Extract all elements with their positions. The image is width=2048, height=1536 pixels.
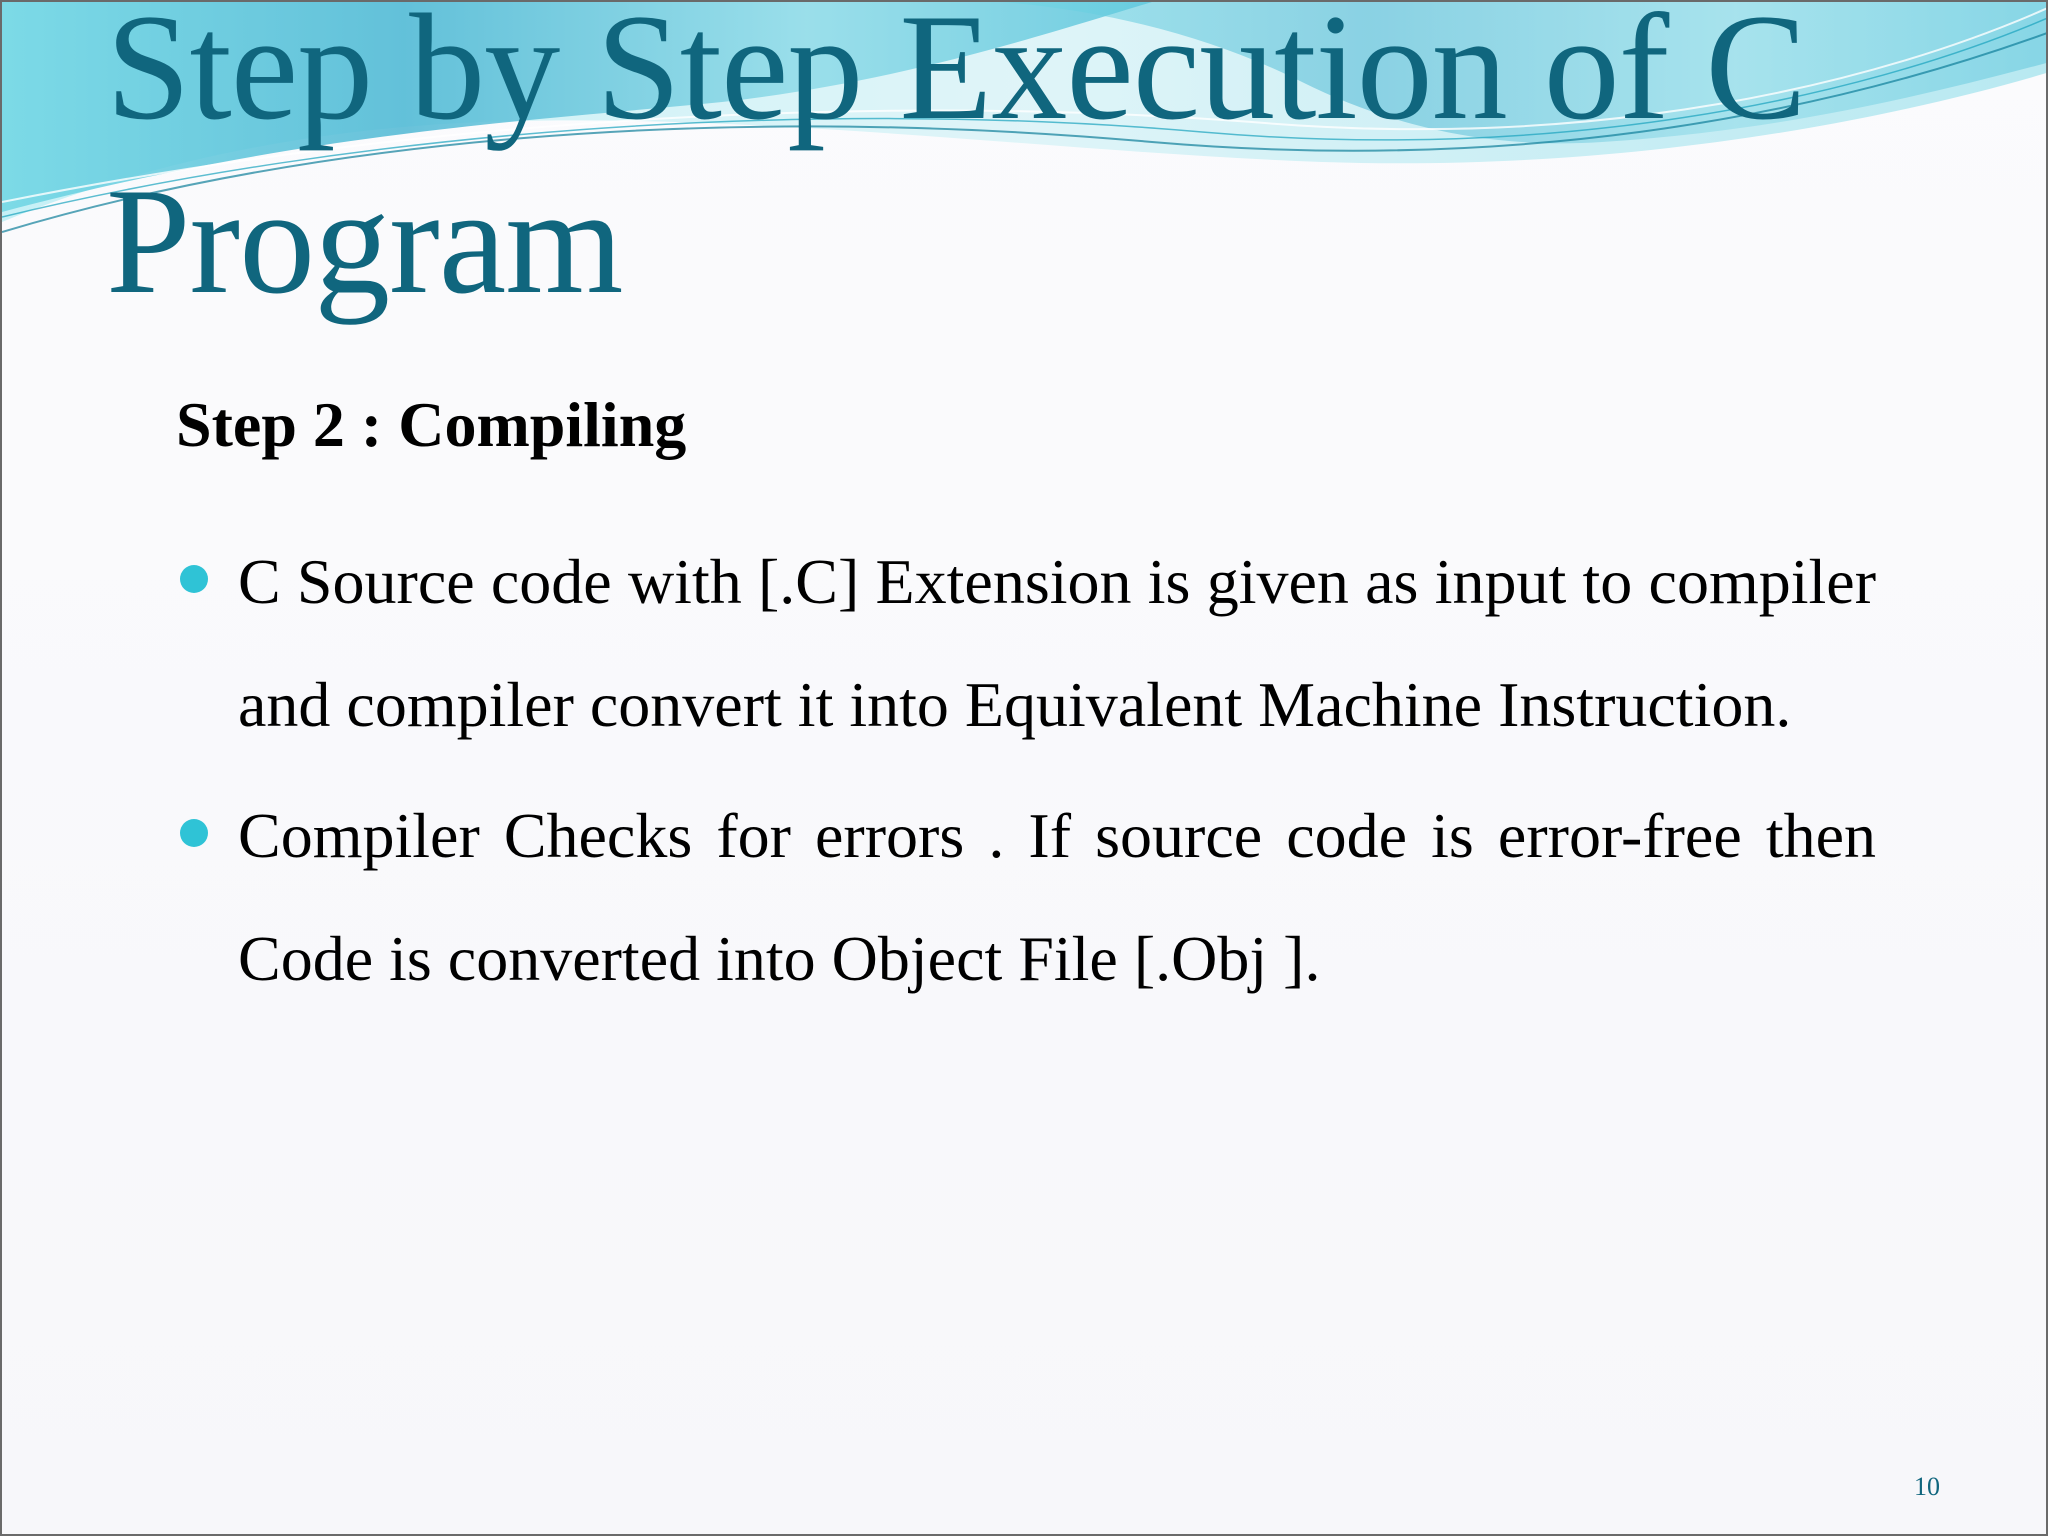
bullet-item <box>176 774 1876 1020</box>
bullet-text: Compiler Checks for errors . If source code is error-free then Code is converted into Object File [.Obj ]. <box>238 800 1876 994</box>
bullet-icon <box>180 565 208 593</box>
page-number: 10 <box>1914 1472 1940 1501</box>
step-heading: Step 2 : Compiling <box>176 389 687 460</box>
bullet-text: C Source code with [.C] Extension is given as input to compiler and compiler convert it into Equivalent Machine Instruction. <box>238 546 1876 740</box>
bullet-icon <box>180 819 208 847</box>
bullet-item <box>176 520 1876 766</box>
slide-title: Step by Step Execution of C Program <box>106 0 1806 325</box>
bullet-list <box>176 520 1876 1028</box>
